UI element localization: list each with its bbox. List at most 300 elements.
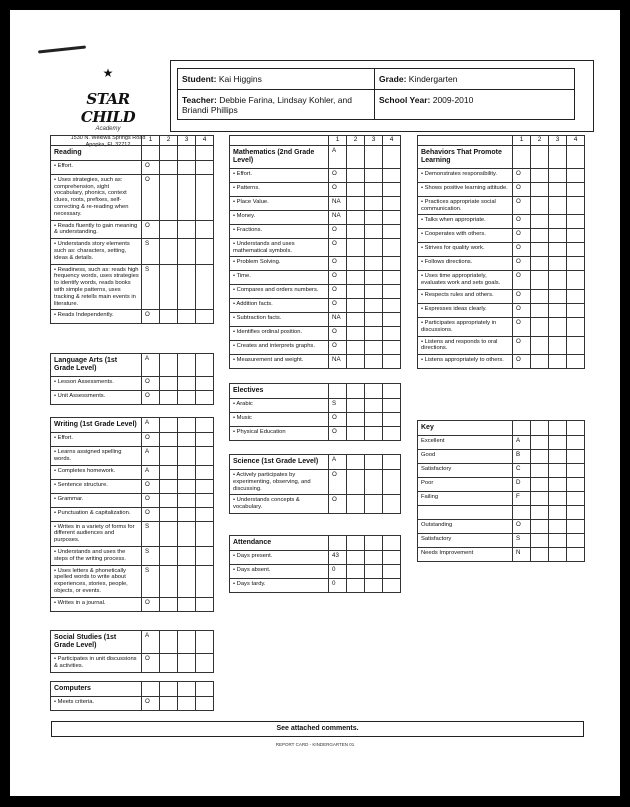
empty-cell [549, 464, 567, 478]
student-cell [178, 69, 375, 90]
empty-cell [549, 303, 567, 317]
empty-cell [365, 413, 383, 427]
criteria-label: • Time. [230, 271, 329, 285]
criteria-row [418, 243, 585, 257]
empty-cell [365, 313, 383, 327]
mark-q1: O [329, 224, 347, 238]
empty-cell [365, 257, 383, 271]
empty-cell [347, 565, 365, 579]
empty-cell [531, 168, 549, 182]
criteria-label: • Punctuation & capitalization. [51, 507, 142, 521]
mark-q1: O [513, 317, 531, 336]
section-title-row [51, 631, 214, 654]
empty-cell [365, 455, 383, 470]
empty-cell [549, 257, 567, 271]
empty-cell [531, 421, 549, 436]
empty-cell [531, 450, 549, 464]
section-title-mark [142, 145, 160, 160]
criteria-label: • Strives for quality work. [418, 243, 513, 257]
empty-cell [567, 450, 585, 464]
empty-cell [347, 341, 365, 355]
empty-cell [383, 565, 401, 579]
key-row [418, 534, 585, 548]
criteria-row [51, 565, 214, 597]
criteria-label: • Patterns. [230, 182, 329, 196]
quarter-header-blank [51, 136, 142, 146]
criteria-label: • Listens and responds to oral directions. [418, 336, 513, 355]
empty-cell [365, 145, 383, 168]
empty-cell [160, 354, 178, 377]
form-code: REPORT CARD - KINDERGARTEN 01 [275, 742, 355, 747]
empty-cell [196, 391, 214, 405]
section-title-row [230, 145, 401, 168]
criteria-label: • Sentence structure. [51, 479, 142, 493]
criteria-row [230, 427, 401, 441]
mark-q1: O [142, 160, 160, 174]
language-arts-table [50, 353, 214, 405]
key-code: B [513, 450, 531, 464]
mark-q1: O [329, 182, 347, 196]
mark-q1: S [329, 399, 347, 413]
criteria-row [230, 257, 401, 271]
empty-cell [178, 697, 196, 711]
address-line-1: 1530 N. Wekiwa Springs Road [70, 135, 146, 141]
empty-cell [160, 433, 178, 447]
key-label: Poor [418, 478, 513, 492]
empty-cell [178, 220, 196, 239]
criteria-row [418, 355, 585, 369]
empty-cell [567, 548, 585, 562]
empty-cell [160, 264, 178, 310]
empty-cell [347, 470, 365, 495]
quarter-header-3: 3 [365, 136, 383, 146]
section-title-row [230, 384, 401, 399]
quarter-header-4: 4 [567, 136, 585, 146]
mark-q1: O [329, 238, 347, 257]
empty-cell [549, 506, 567, 520]
quarter-header-4: 4 [196, 136, 214, 146]
student-header [170, 60, 594, 132]
section-title: Science (1st Grade Level) [230, 455, 329, 470]
key-code: N [513, 548, 531, 562]
criteria-row [230, 285, 401, 299]
empty-cell [365, 355, 383, 369]
criteria-label: • Understands concepts & vocabulary. [230, 495, 329, 514]
mark-q1: S [142, 239, 160, 264]
mark-q1: O [142, 220, 160, 239]
empty-cell [567, 229, 585, 243]
criteria-label: • Reads fluently to gain meaning & understanding. [51, 220, 142, 239]
mark-q1: O [329, 327, 347, 341]
empty-cell [160, 493, 178, 507]
mark-q1: O [142, 433, 160, 447]
criteria-label: • Effort. [230, 168, 329, 182]
empty-cell [567, 436, 585, 450]
empty-cell [178, 465, 196, 479]
section-title-row [51, 354, 214, 377]
criteria-label: • Follows directions. [418, 257, 513, 271]
empty-cell [567, 355, 585, 369]
quarter-header-2: 2 [347, 136, 365, 146]
section-title-row [51, 145, 214, 160]
criteria-label: • Days tardy. [230, 579, 329, 593]
criteria-label: • Understands and uses the steps of the writing process. [51, 546, 142, 565]
empty-cell [531, 355, 549, 369]
key-code: C [513, 464, 531, 478]
empty-cell [160, 697, 178, 711]
empty-cell [549, 336, 567, 355]
criteria-label: • Effort. [51, 160, 142, 174]
criteria-row [418, 215, 585, 229]
empty-cell [549, 317, 567, 336]
empty-cell [531, 317, 549, 336]
key-row [418, 492, 585, 506]
empty-cell [383, 495, 401, 514]
grade-value: Kindergarten [408, 74, 458, 84]
key-row [418, 520, 585, 534]
quarter-header-blank [418, 136, 513, 146]
empty-cell [567, 520, 585, 534]
social-studies-table [50, 630, 214, 673]
empty-cell [549, 548, 567, 562]
empty-cell [383, 341, 401, 355]
star-icon: ★ [102, 66, 114, 80]
empty-cell [196, 479, 214, 493]
empty-cell [531, 289, 549, 303]
empty-cell [383, 168, 401, 182]
mark-q1: O [513, 289, 531, 303]
criteria-label: • Days present. [230, 551, 329, 565]
criteria-row [51, 479, 214, 493]
section-title: Mathematics (2nd Grade Level) [230, 145, 329, 168]
mark-q1: O [329, 168, 347, 182]
teacher-cell [178, 90, 375, 119]
empty-cell [383, 399, 401, 413]
empty-cell [178, 565, 196, 597]
empty-cell [549, 520, 567, 534]
empty-cell [178, 546, 196, 565]
empty-cell [383, 427, 401, 441]
empty-cell [160, 521, 178, 546]
criteria-label: • Talks when appropriate. [418, 215, 513, 229]
empty-cell [160, 597, 178, 611]
empty-cell [549, 289, 567, 303]
empty-cell [178, 160, 196, 174]
empty-cell [196, 546, 214, 565]
empty-cell [347, 427, 365, 441]
empty-cell [567, 317, 585, 336]
quarter-header-1: 1 [142, 136, 160, 146]
empty-cell [347, 551, 365, 565]
science-table [229, 454, 401, 514]
electives-table [229, 383, 401, 441]
empty-cell [160, 310, 178, 324]
empty-cell [531, 145, 549, 168]
empty-cell [549, 196, 567, 215]
empty-cell [365, 551, 383, 565]
empty-cell [178, 597, 196, 611]
mark-q1: O [513, 271, 531, 290]
empty-cell [531, 243, 549, 257]
empty-cell [567, 271, 585, 290]
empty-cell [178, 479, 196, 493]
criteria-label: • Measurement and weight. [230, 355, 329, 369]
criteria-row [51, 174, 214, 220]
mark-q1: O [513, 243, 531, 257]
empty-cell [196, 433, 214, 447]
criteria-row [51, 239, 214, 264]
mark-q1: NA [329, 355, 347, 369]
empty-cell [365, 495, 383, 514]
section-title-row [418, 145, 585, 168]
criteria-label: • Shows positive learning attitude. [418, 182, 513, 196]
empty-cell [347, 399, 365, 413]
teacher-names: Debbie Farina, Lindsay Kohler, and Briandi Phillips [182, 95, 352, 115]
criteria-row [230, 313, 401, 327]
key-row [418, 548, 585, 562]
empty-cell [549, 215, 567, 229]
empty-cell [567, 421, 585, 436]
empty-cell [531, 548, 549, 562]
empty-cell [160, 377, 178, 391]
quarter-header-3: 3 [178, 136, 196, 146]
empty-cell [178, 631, 196, 654]
empty-cell [549, 355, 567, 369]
criteria-label: • Problem Solving. [230, 257, 329, 271]
comments-note: See attached comments. [51, 721, 584, 737]
section-title-mark: A [142, 418, 160, 433]
criteria-row [418, 257, 585, 271]
criteria-label: • Creates and interprets graphs. [230, 341, 329, 355]
criteria-row [418, 182, 585, 196]
empty-cell [365, 579, 383, 593]
section-title: Reading [51, 145, 142, 160]
criteria-row [230, 495, 401, 514]
year-label: School Year: [379, 95, 431, 105]
empty-cell [549, 182, 567, 196]
empty-cell [531, 478, 549, 492]
criteria-row [51, 493, 214, 507]
section-title-row [51, 418, 214, 433]
mark-q1: O [329, 299, 347, 313]
empty-cell [178, 654, 196, 673]
teacher-label: Teacher: [182, 95, 217, 105]
empty-cell [196, 521, 214, 546]
key-code [513, 506, 531, 520]
empty-cell [383, 271, 401, 285]
mark-q1: A [142, 447, 160, 466]
key-code: F [513, 492, 531, 506]
empty-cell [178, 377, 196, 391]
empty-cell [383, 210, 401, 224]
empty-cell [549, 243, 567, 257]
criteria-row [230, 399, 401, 413]
computers-table [50, 681, 214, 711]
criteria-row [418, 196, 585, 215]
criteria-label: • Practices appropriate social communication. [418, 196, 513, 215]
empty-cell [383, 145, 401, 168]
empty-cell [196, 220, 214, 239]
empty-cell [160, 654, 178, 673]
empty-cell [549, 145, 567, 168]
grade-label: Grade: [379, 74, 407, 84]
mark-q1: O [513, 303, 531, 317]
empty-cell [196, 264, 214, 310]
empty-cell [347, 196, 365, 210]
empty-cell [196, 565, 214, 597]
pen-mark [38, 45, 86, 53]
behaviors-table [417, 135, 585, 369]
empty-cell [531, 257, 549, 271]
empty-cell [178, 447, 196, 466]
writing-table [50, 417, 214, 612]
empty-cell [383, 238, 401, 257]
empty-cell [383, 224, 401, 238]
criteria-label: • Meets criteria. [51, 697, 142, 711]
mark-q1: O [142, 310, 160, 324]
attendance-table [229, 535, 401, 593]
criteria-row [230, 579, 401, 593]
criteria-row [51, 264, 214, 310]
empty-cell [567, 464, 585, 478]
criteria-row [230, 327, 401, 341]
empty-cell [160, 391, 178, 405]
empty-cell [383, 182, 401, 196]
key-code: D [513, 478, 531, 492]
empty-cell [567, 257, 585, 271]
criteria-label: • Uses time appropriately, evaluates work and sets goals. [418, 271, 513, 290]
empty-cell [365, 210, 383, 224]
mark-q1: O [513, 355, 531, 369]
criteria-row [51, 507, 214, 521]
criteria-label: • Completes homework. [51, 465, 142, 479]
empty-cell [531, 303, 549, 317]
empty-cell [365, 470, 383, 495]
criteria-label: • Readiness, such as: reads high frequency words, uses strategies to identify words, reads books with simple patterns, uses tracking & retells main events in literature. [51, 264, 142, 310]
empty-cell [347, 536, 365, 551]
key-label: Satisfactory [418, 464, 513, 478]
empty-cell [383, 355, 401, 369]
empty-cell [160, 447, 178, 466]
empty-cell [160, 682, 178, 697]
empty-cell [531, 534, 549, 548]
criteria-row [230, 238, 401, 257]
empty-cell [196, 354, 214, 377]
criteria-label: • Music [230, 413, 329, 427]
empty-cell [365, 327, 383, 341]
empty-cell [347, 455, 365, 470]
criteria-label: • Subtraction facts. [230, 313, 329, 327]
empty-cell [549, 229, 567, 243]
criteria-row [230, 224, 401, 238]
empty-cell [383, 455, 401, 470]
criteria-row [230, 551, 401, 565]
key-label: Failing [418, 492, 513, 506]
mathematics-table [229, 135, 401, 369]
section-title-mark [142, 682, 160, 697]
empty-cell [365, 238, 383, 257]
key-code: A [513, 436, 531, 450]
empty-cell [531, 215, 549, 229]
quarter-header-row [51, 136, 214, 146]
empty-cell [549, 450, 567, 464]
empty-cell [347, 299, 365, 313]
empty-cell [365, 341, 383, 355]
key-label: Good [418, 450, 513, 464]
criteria-label: • Addition facts. [230, 299, 329, 313]
empty-cell [549, 436, 567, 450]
empty-cell [531, 271, 549, 290]
criteria-row [51, 433, 214, 447]
empty-cell [347, 168, 365, 182]
empty-cell [365, 565, 383, 579]
mark-q1: O [142, 654, 160, 673]
mark-q1: O [513, 229, 531, 243]
empty-cell [365, 536, 383, 551]
student-label: Student: [182, 74, 217, 84]
empty-cell [567, 196, 585, 215]
section-title: Language Arts (1st Grade Level) [51, 354, 142, 377]
empty-cell [160, 479, 178, 493]
empty-cell [196, 239, 214, 264]
mark-q1: O [142, 391, 160, 405]
criteria-label: • Arabic [230, 399, 329, 413]
empty-cell [549, 478, 567, 492]
empty-cell [531, 182, 549, 196]
criteria-row [51, 220, 214, 239]
section-title: Social Studies (1st Grade Level) [51, 631, 142, 654]
empty-cell [365, 427, 383, 441]
section-title-row [51, 682, 214, 697]
criteria-row [51, 654, 214, 673]
empty-cell [196, 465, 214, 479]
mark-q1: S [142, 565, 160, 597]
criteria-row [51, 447, 214, 466]
empty-cell [196, 310, 214, 324]
mark-q1: O [513, 168, 531, 182]
criteria-label: • Identifies ordinal position. [230, 327, 329, 341]
quarter-header-blank [230, 136, 329, 146]
empty-cell [365, 271, 383, 285]
empty-cell [196, 697, 214, 711]
section-title-mark [513, 421, 531, 436]
key-label: Satisfactory [418, 534, 513, 548]
empty-cell [383, 313, 401, 327]
criteria-row [230, 341, 401, 355]
empty-cell [178, 239, 196, 264]
criteria-label: • Reads Independently. [51, 310, 142, 324]
empty-cell [196, 631, 214, 654]
section-title: Attendance [230, 536, 329, 551]
mark-q1: O [329, 413, 347, 427]
criteria-row [418, 271, 585, 290]
criteria-label: • Uses letters & phonetically spelled words to write about experiences, stories, people, objects, or events. [51, 565, 142, 597]
empty-cell [549, 421, 567, 436]
criteria-label: • Actively participates by experimenting, observing, and discussing. [230, 470, 329, 495]
mark-q1: A [142, 465, 160, 479]
empty-cell [567, 145, 585, 168]
quarter-header-row [230, 136, 401, 146]
empty-cell [567, 336, 585, 355]
empty-cell [160, 418, 178, 433]
criteria-row [418, 336, 585, 355]
section-title: Key [418, 421, 513, 436]
empty-cell [347, 495, 365, 514]
empty-cell [178, 433, 196, 447]
criteria-label: • Listens appropriately to others. [418, 355, 513, 369]
criteria-row [51, 391, 214, 405]
empty-cell [196, 377, 214, 391]
